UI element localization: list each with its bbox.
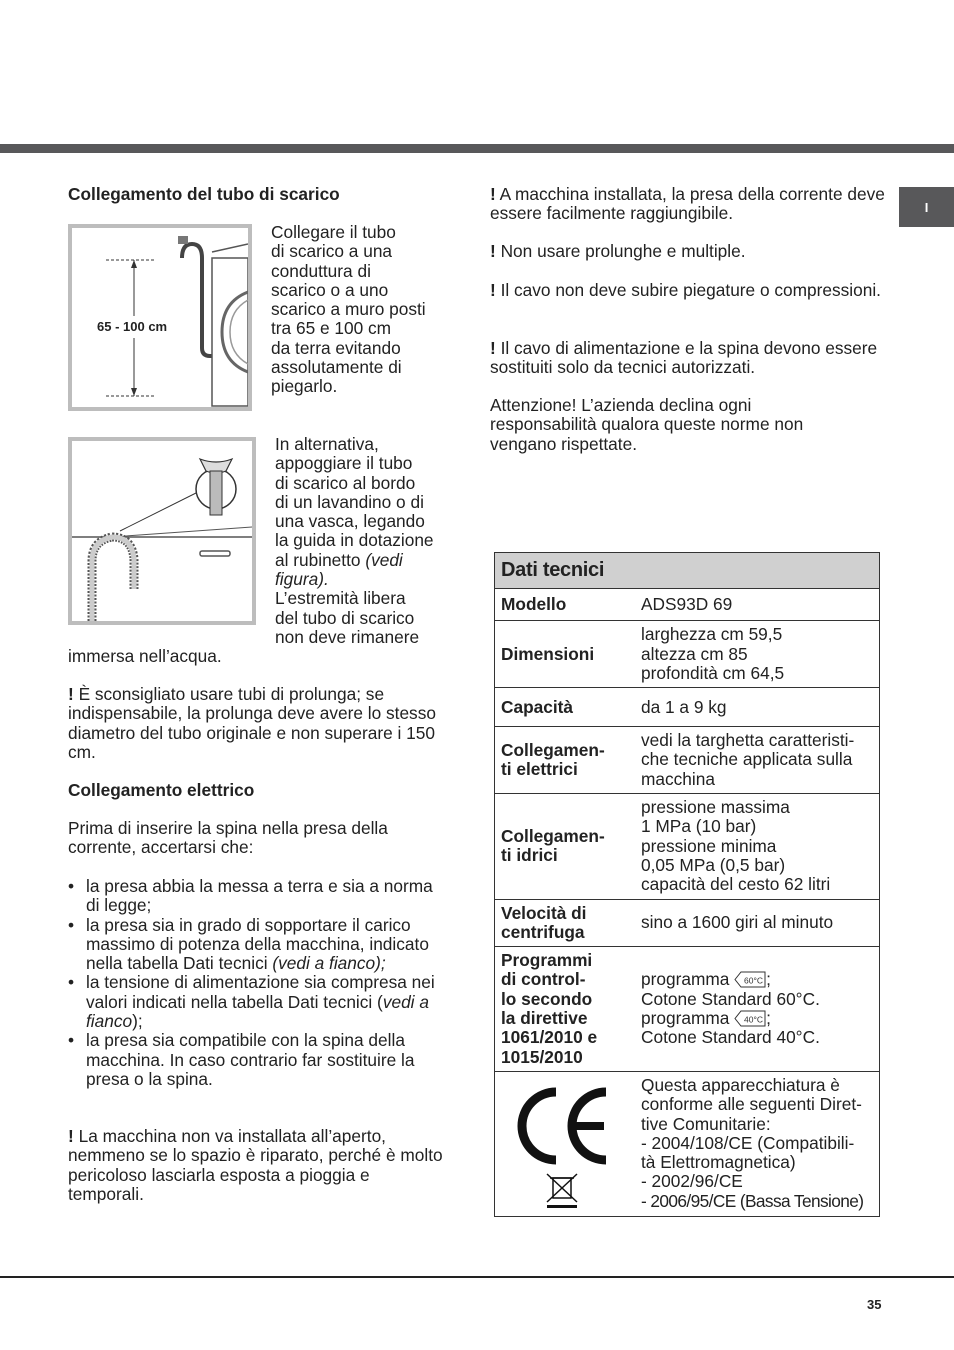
row-label: Modello bbox=[495, 589, 630, 621]
warning-cable bbox=[490, 281, 885, 300]
text-line: L’estremità libera bbox=[275, 588, 406, 609]
text-line: di scarico al bordo bbox=[275, 472, 416, 493]
value-text: programma bbox=[641, 969, 730, 990]
extension-warning bbox=[68, 685, 448, 762]
value-line: Cotone Standard 40°C. bbox=[641, 1027, 820, 1048]
table-title-row bbox=[495, 553, 880, 589]
height-measure-label: 65 - 100 cm bbox=[97, 319, 168, 334]
list-item-text: la presa sia compatibile con la spina della macchina. In caso contrario far sostituire la presa o la spina. bbox=[86, 1030, 415, 1089]
text-span: al rubinetto bbox=[275, 549, 366, 570]
program-icon-label: 60°C bbox=[744, 975, 764, 986]
value-line: capacità del cesto 62 litri bbox=[641, 874, 831, 895]
table-title: Dati tecnici bbox=[495, 553, 880, 589]
text-line: In alternativa, bbox=[275, 434, 379, 454]
drain-sink-figure bbox=[68, 437, 256, 625]
row-value bbox=[629, 1071, 880, 1216]
value-line: altezza cm 85 bbox=[641, 643, 748, 664]
warning-mark: ! bbox=[68, 1126, 74, 1146]
text-line: tra 65 e 100 cm bbox=[271, 318, 392, 339]
drain-text-last-line: immersa nell’acqua. bbox=[68, 646, 222, 666]
warning-text: Non usare prolunghe e multiple. bbox=[500, 241, 746, 261]
drain-text-sink bbox=[275, 435, 455, 647]
drain-text-wall bbox=[271, 223, 461, 397]
text-line: scarico o a uno bbox=[271, 279, 389, 300]
table-row bbox=[495, 947, 880, 1072]
label-line: ti elettrici bbox=[501, 759, 578, 780]
text-line: piegarlo. bbox=[271, 376, 338, 397]
list-item bbox=[68, 973, 446, 1031]
text-emphasis: vedi a fianco bbox=[86, 991, 429, 1032]
value-line: profondità cm 64,5 bbox=[641, 662, 785, 683]
program-40c-icon bbox=[734, 1010, 766, 1027]
electric-heading: Collegamento elettrico bbox=[68, 780, 255, 800]
technical-data-table bbox=[494, 552, 880, 1217]
table-row bbox=[495, 1071, 880, 1216]
label-line: Velocità di bbox=[501, 902, 587, 923]
label-line: ti idrici bbox=[501, 845, 558, 866]
row-value bbox=[629, 727, 880, 794]
warning-text: La macchina non va installata all’aperto, nemmeno se lo spazio è riparato, perché è molto pericoloso lasciarla esposta a pioggia e temporali. bbox=[68, 1126, 443, 1204]
list-item-text: la presa sia in grado di sopportare il carico massimo di potenza della macchina, indicato nella tabella Dati tecnici bbox=[86, 914, 429, 974]
text-emphasis: (vedi bbox=[365, 549, 403, 570]
row-label: Dimensioni bbox=[495, 621, 630, 688]
weee-bin-icon bbox=[547, 1174, 577, 1208]
value-text: ; bbox=[766, 969, 771, 990]
value-line: conforme alle seguenti Diret- bbox=[641, 1094, 862, 1115]
text-line: la guida in dotazione bbox=[275, 530, 434, 551]
drain-hose-heading: Collegamento del tubo di scarico bbox=[68, 184, 340, 204]
program-icon-label: 40°C bbox=[744, 1014, 764, 1025]
ce-mark-icon bbox=[514, 1084, 610, 1208]
row-value bbox=[629, 621, 880, 688]
table-row bbox=[495, 688, 880, 727]
text-line: Collegare il tubo bbox=[271, 222, 396, 242]
text-line: assolutamente di bbox=[271, 357, 402, 378]
list-item bbox=[68, 916, 446, 974]
value-line bbox=[641, 1009, 873, 1028]
outdoor-warning bbox=[68, 1127, 448, 1204]
row-label bbox=[495, 727, 630, 794]
text-line: appoggiare il tubo bbox=[275, 453, 413, 474]
warning-replace bbox=[490, 339, 885, 378]
warning-text: Il cavo non deve subire piegature o compressioni. bbox=[500, 280, 881, 300]
value-line: Questa apparecchiatura è bbox=[641, 1074, 840, 1095]
value-line: Cotone Standard 60°C. bbox=[641, 988, 820, 1009]
value-line: 0,05 MPa (0,5 bar) bbox=[641, 854, 786, 875]
attention-note: Attenzione! L’azienda declina ogni responsabilità qualora queste norme non vengano rispettate. bbox=[490, 395, 804, 454]
row-label bbox=[495, 794, 630, 899]
row-value bbox=[629, 947, 880, 1072]
warning-socket bbox=[490, 185, 885, 224]
certification-marks bbox=[495, 1071, 630, 1216]
label-line: Collegamen- bbox=[501, 826, 605, 847]
list-item bbox=[68, 877, 446, 916]
label-line: Programmi bbox=[501, 950, 593, 971]
table-row bbox=[495, 727, 880, 794]
warning-mark: ! bbox=[68, 684, 74, 704]
row-value bbox=[629, 794, 880, 899]
label-line: 1015/2010 bbox=[501, 1046, 583, 1067]
electric-intro: Prima di inserire la spina nella presa della corrente, accertarsi che: bbox=[68, 818, 388, 858]
text-emphasis: (vedi a fianco); bbox=[272, 953, 386, 974]
footer-rule bbox=[0, 1276, 954, 1278]
page-number: 35 bbox=[867, 1297, 882, 1312]
value-line: tà Elettromagnetica) bbox=[641, 1152, 796, 1173]
list-item-text: la presa abbia la messa a terra e sia a norma di legge; bbox=[86, 876, 433, 916]
warning-text: A macchina installata, la presa della corrente deve essere facilmente raggiungibile. bbox=[490, 184, 885, 224]
top-header-bar bbox=[0, 144, 954, 153]
warning-mark: ! bbox=[490, 241, 496, 261]
row-label bbox=[495, 899, 630, 947]
label-line: 1061/2010 e bbox=[501, 1027, 598, 1048]
value-line: pressione massima bbox=[641, 797, 790, 818]
text-line: di un lavandino o di bbox=[275, 491, 424, 512]
drain-wall-figure bbox=[68, 224, 252, 411]
value-line: larghezza cm 59,5 bbox=[641, 624, 783, 645]
electric-checklist bbox=[68, 877, 446, 1089]
list-item-text: la tensione di alimentazione sia compresa nei valori indicati nella tabella Dati tecnici ( bbox=[86, 972, 435, 1012]
text-line: scarico a muro posti bbox=[271, 299, 426, 320]
list-item bbox=[68, 1031, 446, 1089]
value-text: programma bbox=[641, 1008, 730, 1029]
drain-sink-illustration bbox=[72, 441, 252, 621]
text-line bbox=[275, 570, 455, 589]
value-line: - 2004/108/CE (Compatibili- bbox=[641, 1132, 855, 1153]
row-value: sino a 1600 giri al minuto bbox=[629, 899, 880, 947]
value-line bbox=[641, 970, 873, 989]
value-line: vedi la targhetta caratteristi- bbox=[641, 730, 855, 751]
table-row bbox=[495, 621, 880, 688]
list-item-text: ); bbox=[132, 1011, 143, 1032]
label-line: lo secondo bbox=[501, 988, 593, 1009]
text-line bbox=[275, 551, 455, 570]
row-value: ADS93D 69 bbox=[629, 589, 880, 621]
text-line: una vasca, legando bbox=[275, 511, 425, 532]
label-line: centrifuga bbox=[501, 921, 585, 942]
text-line: da terra evitando bbox=[271, 337, 401, 358]
value-text: ; bbox=[766, 1008, 771, 1029]
value-line: che tecniche applicata sulla bbox=[641, 749, 853, 770]
warning-mark: ! bbox=[490, 338, 496, 358]
table-row bbox=[495, 794, 880, 899]
value-line: pressione minima bbox=[641, 835, 777, 856]
text-line: non deve rimanere bbox=[275, 626, 420, 647]
value-line: - 2002/96/CE bbox=[641, 1171, 743, 1192]
label-line: Collegamen- bbox=[501, 739, 605, 760]
text-line: del tubo di scarico bbox=[275, 607, 415, 628]
program-60c-icon bbox=[734, 971, 766, 988]
value-line: macchina bbox=[641, 768, 715, 789]
row-label: Capacità bbox=[495, 688, 630, 727]
text-emphasis: figura). bbox=[275, 569, 329, 590]
text-line: conduttura di bbox=[271, 260, 371, 281]
warning-extensions bbox=[490, 242, 885, 261]
row-value: da 1 a 9 kg bbox=[629, 688, 880, 727]
table-row bbox=[495, 589, 880, 621]
value-line: tive Comunitarie: bbox=[641, 1113, 771, 1134]
warning-mark: ! bbox=[490, 280, 496, 300]
row-label bbox=[495, 947, 630, 1072]
warning-text: È sconsigliato usare tubi di prolunga; se indispensabile, la prolunga deve avere lo stesso diametro del tubo originale e non superare i 150 cm. bbox=[68, 684, 436, 762]
label-line: di control- bbox=[501, 969, 586, 990]
label-line: la direttive bbox=[501, 1008, 588, 1029]
language-tab: I bbox=[899, 187, 954, 227]
value-line: 1 MPa (10 bar) bbox=[641, 816, 757, 837]
warning-mark: ! bbox=[490, 184, 496, 204]
table-row bbox=[495, 899, 880, 947]
warning-text: Il cavo di alimentazione e la spina devono essere sostituiti solo da tecnici autorizzati. bbox=[490, 338, 878, 378]
text-line: di scarico a una bbox=[271, 241, 393, 262]
value-line: - 2006/95/CE (Bassa Tensione) bbox=[641, 1190, 864, 1211]
